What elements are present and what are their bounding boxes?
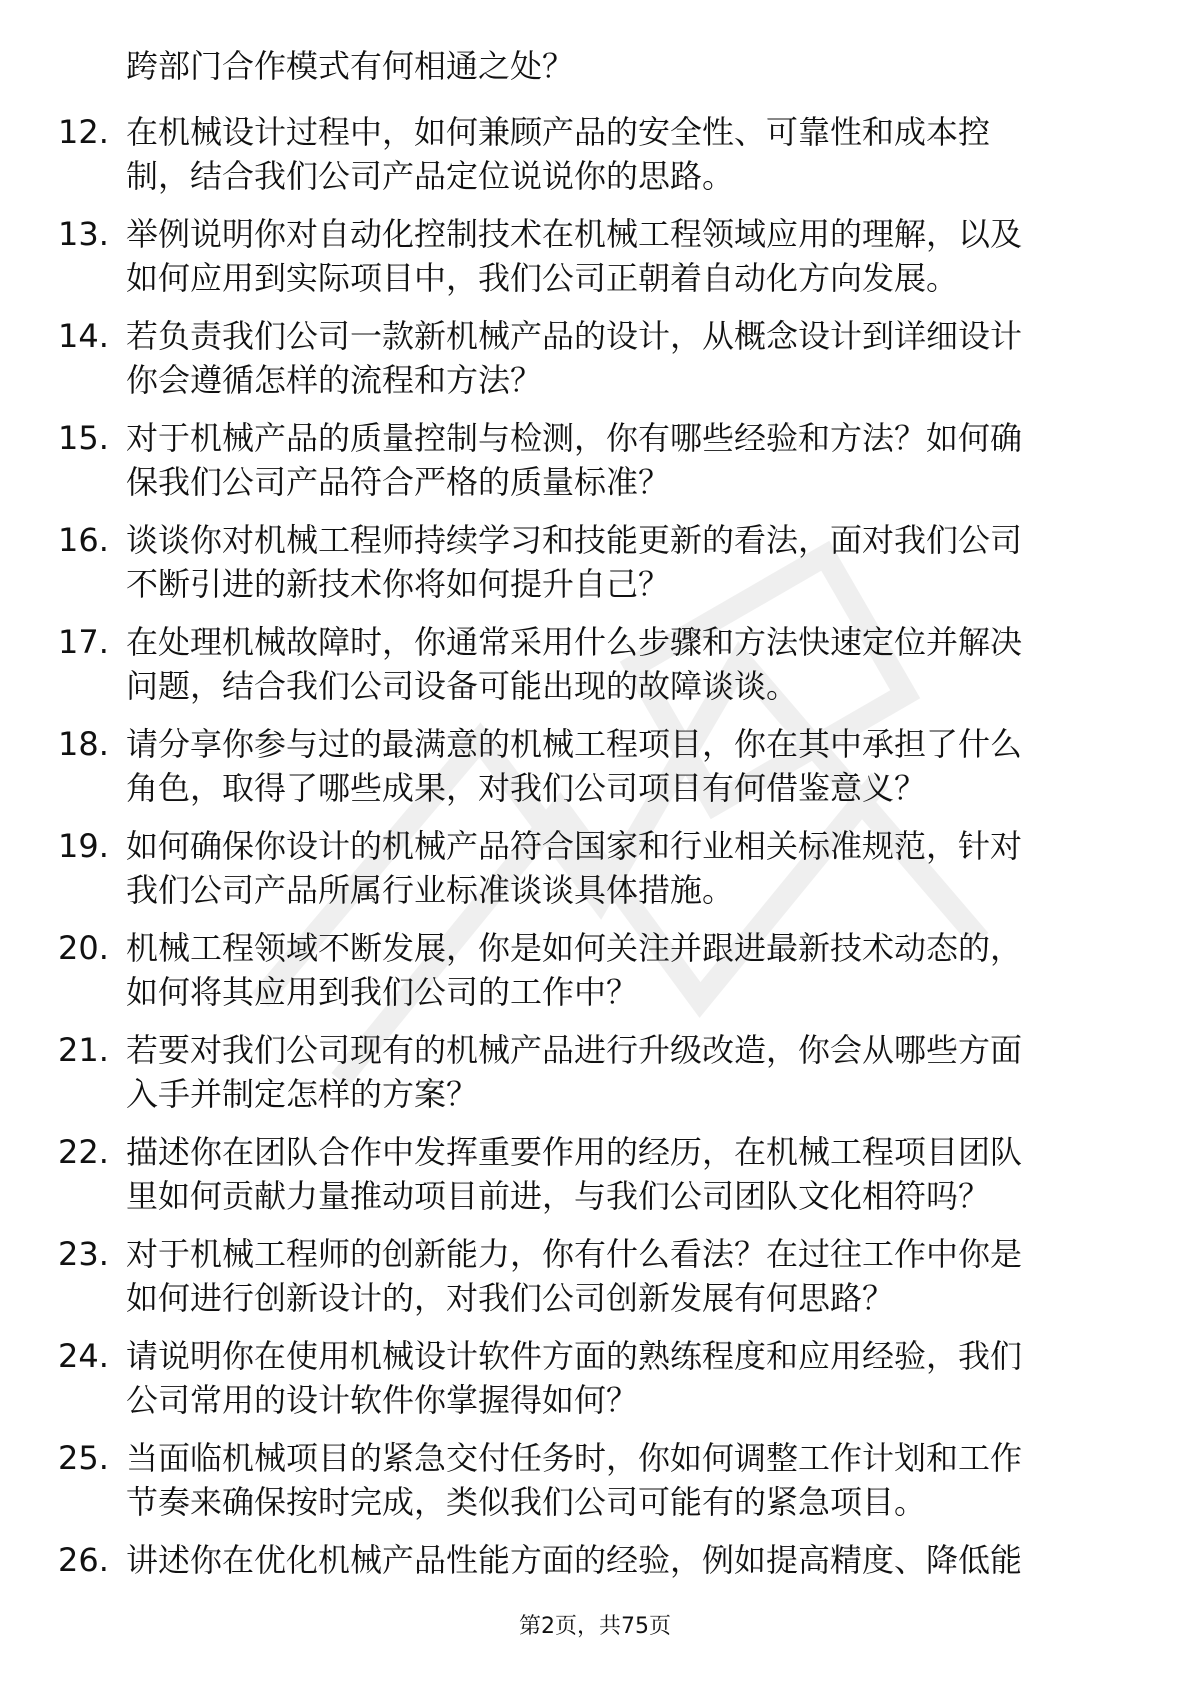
question-text-line: 对于机械产品的质量控制与检测，你有哪些经验和方法？如何确 xyxy=(126,419,1023,457)
question-text xyxy=(126,824,1106,912)
continuation-line: 跨部门合作模式有何相通之处？ xyxy=(126,47,575,85)
question-text-line: 在处理机械故障时，你通常采用什么步骤和方法快速定位并解决 xyxy=(126,623,1023,661)
question-text-line: 如何应用到实际项目中，我们公司正朝着自动化方向发展。 xyxy=(126,259,959,297)
question-text-line: 对于机械工程师的创新能力，你有什么看法？在过往工作中你是 xyxy=(126,1235,1023,1273)
question-text-line: 若要对我们公司现有的机械产品进行升级改造，你会从哪些方面 xyxy=(126,1031,1023,1069)
question-text xyxy=(126,1028,1106,1116)
question-text-line: 举例说明你对自动化控制技术在机械工程领域应用的理解，以及 xyxy=(126,215,1023,253)
question-text xyxy=(126,314,1106,402)
question-number: 18. xyxy=(58,725,109,763)
question-text-line: 当面临机械项目的紧急交付任务时，你如何调整工作计划和工作 xyxy=(126,1439,1023,1477)
question-number: 26. xyxy=(58,1541,109,1579)
question-text-line: 讲述你在优化机械产品性能方面的经验，例如提高精度、降低能 xyxy=(126,1541,1023,1579)
question-text xyxy=(126,110,1106,198)
question-text-line: 问题，结合我们公司设备可能出现的故障谈谈。 xyxy=(126,667,799,705)
question-number: 13. xyxy=(58,215,109,253)
question-text-line: 角色，取得了哪些成果，对我们公司项目有何借鉴意义？ xyxy=(126,769,927,807)
question-number: 24. xyxy=(58,1337,109,1375)
question-text xyxy=(126,1130,1106,1218)
question-text-line: 你会遵循怎样的流程和方法？ xyxy=(126,361,543,399)
question-text xyxy=(126,1232,1106,1320)
question-text-line: 制，结合我们公司产品定位说说你的思路。 xyxy=(126,157,735,195)
question-text-line: 保我们公司产品符合严格的质量标准？ xyxy=(126,463,671,501)
question-text-line: 如何将其应用到我们公司的工作中？ xyxy=(126,973,639,1011)
question-number: 12. xyxy=(58,113,109,151)
question-number: 17. xyxy=(58,623,109,661)
question-number: 14. xyxy=(58,317,109,355)
question-text-line: 描述你在团队合作中发挥重要作用的经历，在机械工程项目团队 xyxy=(126,1133,1023,1171)
question-text-line: 请说明你在使用机械设计软件方面的熟练程度和应用经验，我们 xyxy=(126,1337,1023,1375)
question-text xyxy=(126,1334,1106,1422)
question-text xyxy=(126,518,1106,606)
question-number: 23. xyxy=(58,1235,109,1273)
question-text xyxy=(126,1538,1106,1582)
question-text xyxy=(126,620,1106,708)
question-number: 21. xyxy=(58,1031,109,1069)
question-text xyxy=(126,212,1106,300)
question-number: 16. xyxy=(58,521,109,559)
question-text xyxy=(126,926,1106,1014)
question-number: 22. xyxy=(58,1133,109,1171)
question-number: 25. xyxy=(58,1439,109,1477)
question-text-line: 里如何贡献力量推动项目前进，与我们公司团队文化相符吗？ xyxy=(126,1177,991,1215)
question-text-line: 如何进行创新设计的，对我们公司创新发展有何思路？ xyxy=(126,1279,895,1317)
question-text xyxy=(126,722,1106,810)
question-text xyxy=(126,1436,1106,1524)
question-text-line: 公司常用的设计软件你掌握得如何？ xyxy=(126,1381,639,1419)
question-text-line: 请分享你参与过的最满意的机械工程项目，你在其中承担了什么 xyxy=(126,725,1023,763)
question-text-line: 机械工程领域不断发展，你是如何关注并跟进最新技术动态的， xyxy=(126,929,1023,967)
question-text-line: 如何确保你设计的机械产品符合国家和行业相关标准规范，针对 xyxy=(126,827,1023,865)
question-text-line: 谈谈你对机械工程师持续学习和技能更新的看法，面对我们公司 xyxy=(126,521,1023,559)
question-text-line: 入手并制定怎样的方案？ xyxy=(126,1075,479,1113)
question-text-line: 若负责我们公司一款新机械产品的设计，从概念设计到详细设计 xyxy=(126,317,1023,355)
question-number: 15. xyxy=(58,419,109,457)
question-text-line: 在机械设计过程中，如何兼顾产品的安全性、可靠性和成本控 xyxy=(126,113,991,151)
question-number: 20. xyxy=(58,929,109,967)
question-text xyxy=(126,416,1106,504)
question-text-line: 我们公司产品所属行业标准谈谈具体措施。 xyxy=(126,871,735,909)
page-footer: 第2页，共75页 xyxy=(519,1614,671,1639)
question-number: 19. xyxy=(58,827,109,865)
question-text-line: 节奏来确保按时完成，类似我们公司可能有的紧急项目。 xyxy=(126,1483,927,1521)
question-text-line: 不断引进的新技术你将如何提升自己？ xyxy=(126,565,671,603)
